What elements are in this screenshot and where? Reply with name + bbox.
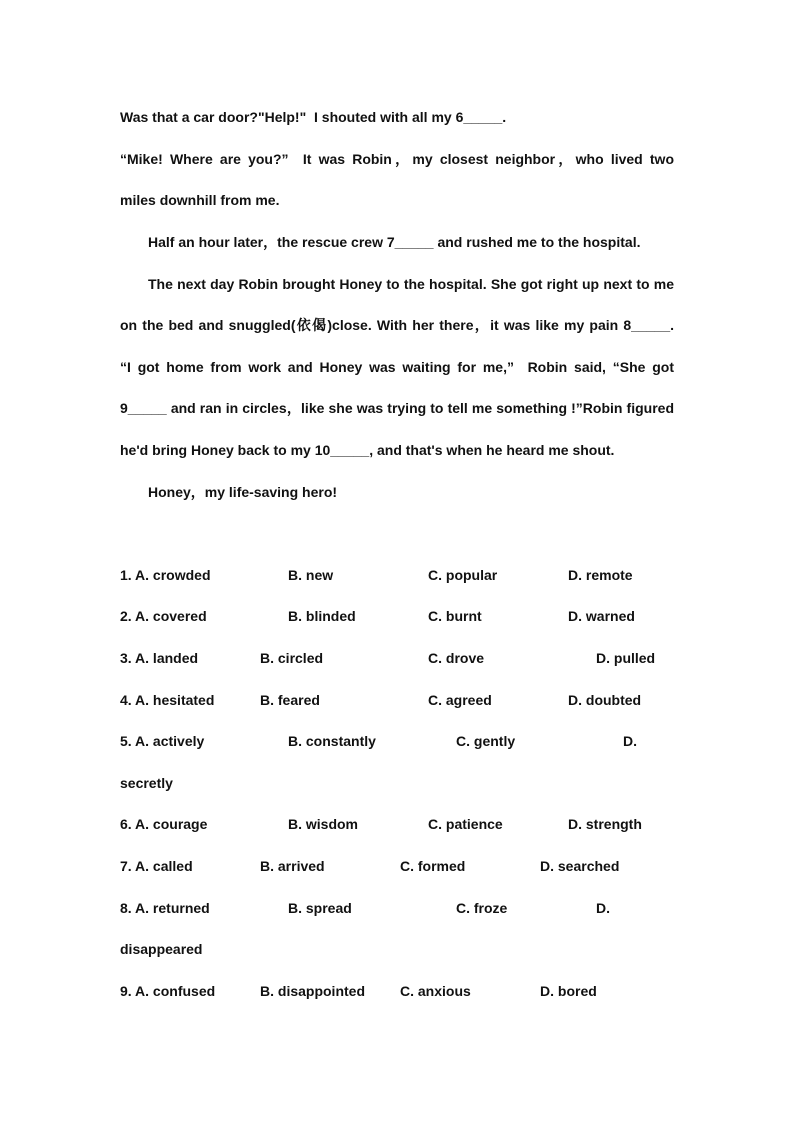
q7-option-a: 7. A. called [120, 858, 193, 874]
q6-option-c: C. patience [428, 816, 503, 832]
q1-option-a: 1. A. crowded [120, 567, 211, 583]
q8-option-d-continued: disappeared [120, 941, 203, 957]
q8-option-c: C. froze [456, 900, 508, 916]
q7-option-b: B. arrived [260, 858, 325, 874]
q1-option-b: B. new [288, 567, 334, 583]
q6-option-b: B. wisdom [288, 816, 359, 832]
q5-option-a: 5. A. actively [120, 733, 205, 749]
q2-option-b: B. blinded [288, 608, 356, 624]
q6-option-d: D. strength [568, 816, 642, 832]
q8-option-a: 8. A. returned [120, 900, 210, 916]
q9-option-d: D. bored [540, 983, 597, 999]
passage-line-4: Half an hour later，the rescue crew 7_____ and rushed me to the hospital. [148, 234, 641, 250]
q3-option-d: D. pulled [596, 650, 656, 666]
q3-option-b: B. circled [260, 650, 324, 666]
q2-option-c: C. burnt [428, 608, 482, 624]
q9-option-c: C. anxious [400, 983, 471, 999]
passage-line-9: he'd bring Honey back to my 10_____, and that's when he heard me shout. [120, 442, 615, 458]
q4-option-d: D. doubted [568, 692, 642, 708]
q4-option-b: B. feared [260, 692, 320, 708]
q5-option-c: C. gently [456, 733, 516, 749]
q6-option-a: 6. A. courage [120, 816, 208, 832]
q2-option-a: 2. A. covered [120, 608, 207, 624]
q8-option-b: B. spread [288, 900, 352, 916]
q1-option-d: D. remote [568, 567, 633, 583]
passage-line-10: Honey，my life-saving hero! [148, 484, 338, 500]
q5-option-d-continued: secretly [120, 775, 173, 791]
q4-option-c: C. agreed [428, 692, 492, 708]
q3-option-c: C. drove [428, 650, 485, 666]
passage-line-6: on the bed and snuggled(依偈)close. With her there，it was like my pain 8_____. [120, 317, 674, 333]
q8-option-d: D. [596, 900, 610, 916]
q4-option-a: 4. A. hesitated [120, 692, 215, 708]
q7-option-c: C. formed [400, 858, 466, 874]
passage-line-2: “Mike! Where are you?” It was Robin，my closest neighbor，who lived two [120, 151, 674, 167]
passage-line-5: The next day Robin brought Honey to the hospital. She got right up next to me [148, 276, 674, 292]
q1-option-c: C. popular [428, 567, 498, 583]
q5-option-d: D. [623, 733, 637, 749]
q2-option-d: D. warned [568, 608, 635, 624]
q7-option-d: D. searched [540, 858, 620, 874]
q5-option-b: B. constantly [288, 733, 376, 749]
passage-line-8: 9_____ and ran in circles，like she was trying to tell me something !”Robin figured [120, 400, 674, 416]
passage-line-7: “I got home from work and Honey was waiting for me,” Robin said, “She got [120, 359, 674, 375]
q3-option-a: 3. A. landed [120, 650, 199, 666]
q9-option-b: B. disappointed [260, 983, 365, 999]
q9-option-a: 9. A. confused [120, 983, 216, 999]
passage-line-1: Was that a car door?"Help!" I shouted with all my 6_____. [120, 109, 507, 125]
passage-line-3: miles downhill from me. [120, 192, 280, 208]
